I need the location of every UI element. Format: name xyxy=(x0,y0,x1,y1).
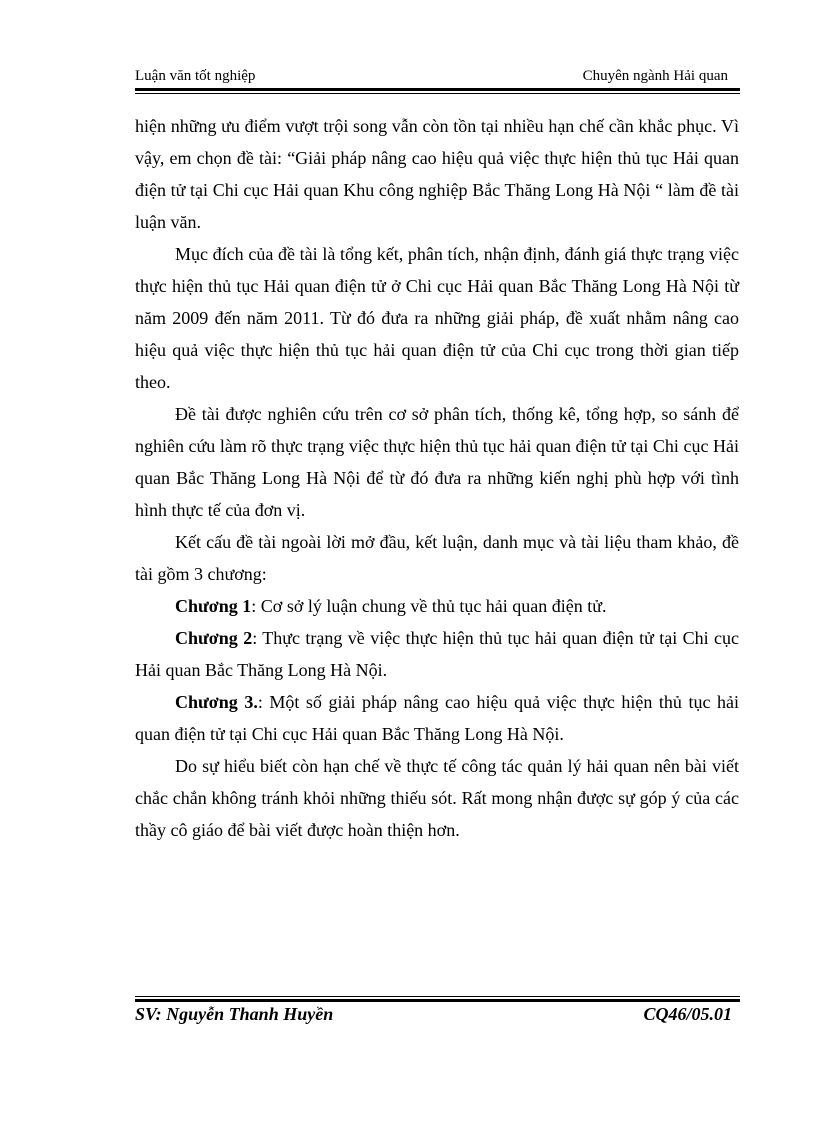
chapter-1-label: Chương 1 xyxy=(175,596,252,616)
paragraph-continuation: hiện những ưu điểm vượt trội song vẫn còn tồn tại nhiều hạn chế cần khắc phục. Vì vậy, em chọn đề tài: “Giải pháp nâng cao hiệu quả việc thực hiện thủ tục Hải quan điện tử tại Chi cục Hải quan Khu công nghiệp Bắc Thăng Long Hà Nội “ làm đề tài luận văn. xyxy=(135,116,739,232)
chapter-3-text: : Một số giải pháp nâng cao hiệu quả việc thực hiện thủ tục hải quan điện tử tại Chi cục Hải quan Bắc Thăng Long Hà Nội. xyxy=(135,692,739,744)
chapter-3-item xyxy=(135,686,739,750)
paragraph-purpose: Mục đích của đề tài là tổng kết, phân tích, nhận định, đánh giá thực trạng việc thực hiện thủ tục Hải quan điện tử ở Chi cục Hải quan Bắc Thăng Long Hà Nội từ năm 2009 đến năm 2011. Từ đó đưa ra những giải pháp, đề xuất nhằm nâng cao hiệu quả việc thực hiện thủ tục hải quan điện tử của Chi cục trong thời gian tiếp theo. xyxy=(135,244,739,392)
page-body xyxy=(135,110,739,846)
footer-class-code: CQ46/05.01 xyxy=(643,1004,732,1024)
chapter-3-label: Chương 3. xyxy=(175,692,258,712)
chapter-2-label: Chương 2 xyxy=(175,628,253,648)
header-rule xyxy=(135,88,740,94)
chapter-2-item xyxy=(135,622,739,686)
chapter-2-text: : Thực trạng về việc thực hiện thủ tục hải quan điện tử tại Chi cục Hải quan Bắc Thăng Long Hà Nội. xyxy=(135,628,739,680)
paragraph-closing: Do sự hiểu biết còn hạn chế về thực tế công tác quản lý hải quan nên bài viết chắc chắn không tránh khỏi những thiếu sót. Rất mong nhận được sự góp ý của các thầy cô giáo để bài viết được hoàn thiện hơn. xyxy=(135,756,739,840)
header-thesis-title: Luận văn tốt nghiệp xyxy=(135,68,256,84)
paragraph-method: Đề tài được nghiên cứu trên cơ sở phân tích, thống kê, tổng hợp, so sánh để nghiên cứu làm rõ thực trạng việc thực hiện thủ tục hải quan điện tử tại Chi cục Hải quan Bắc Thăng Long Hà Nội để từ đó đưa ra những kiến nghị phù hợp với tình hình thực tế của đơn vị. xyxy=(135,404,739,520)
page-header xyxy=(135,64,740,92)
chapter-1-text: : Cơ sở lý luận chung về thủ tục hải quan điện tử. xyxy=(251,596,607,616)
chapter-1-item xyxy=(135,590,739,622)
footer-student-name: SV: Nguyễn Thanh Huyền xyxy=(135,1004,334,1024)
footer-rule xyxy=(135,996,740,1002)
page-footer xyxy=(135,996,740,1028)
header-major: Chuyên ngành Hải quan xyxy=(582,68,728,84)
paragraph-structure: Kết cấu đề tài ngoài lời mở đầu, kết luận, danh mục và tài liệu tham khảo, đề tài gồm 3 chương: xyxy=(135,532,739,584)
